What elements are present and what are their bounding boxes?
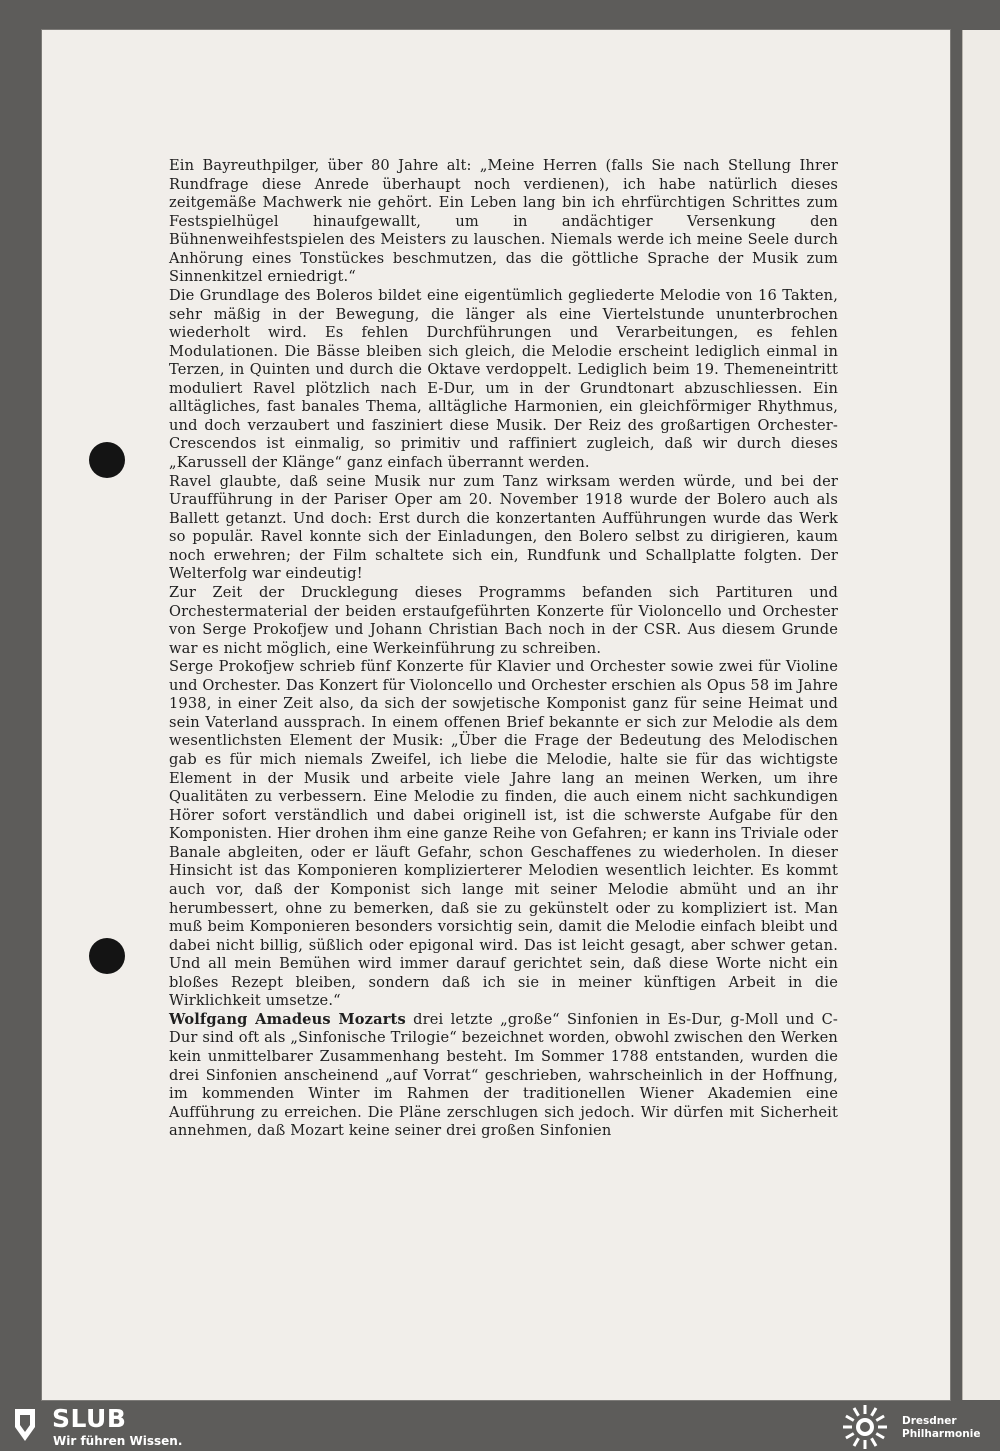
paragraph-drucklegung: Zur Zeit der Drucklegung dieses Programms befanden sich Partituren und Orchestermaterial der beiden erstaufgeführten Konzerte für Violoncello und Orchester von Serge Prokofjew und Johann Christian Bach noch in der CSR. Aus diesem Grunde war es nicht möglich, eine Werkeinführung zu schreiben. xyxy=(169,583,838,657)
slub-logo-icon xyxy=(12,1407,38,1443)
slub-title: SLUB xyxy=(52,1404,127,1433)
partner-name xyxy=(902,1415,980,1441)
paragraph-prokofjew: Serge Prokofjew schrieb fünf Konzerte für Klavier und Orchester sowie zwei für Violine und Orchester. Das Konzert für Violoncello und Orchester erschien als Opus 58 im Jahre 1938, in einer Zeit also, da sich der sowjetische Komponist ganz für seine Heimat und sein Vaterland aussprach. In einem offenen Brief bekannte er sich zur Melodie als dem wesentlichsten Element der Musik: „Über die Frage der Bedeutung des Melodischen gab es für mich niemals Zweifel, ich liebe die Melodie, halte sie für das wichtigste Element in der Musik und arbeite viele Jahre lang an meinen Werken, um ihre Qualitäten zu verbessern. Eine Melodie zu finden, die auch einem nicht sachkundigen Hörer sofort verständlich und dabei originell ist, ist die schwerste Aufgabe für den Komponisten. Hier drohen ihm eine ganze Reihe von Gefahren; er kann ins Triviale oder Banale abgleiten, oder er läuft Gefahr, schon Geschaffenes zu wiederholen. In dieser Hinsicht ist das Komponieren komplizierterer Melodien wesentlich leichter. Es kommt auch vor, daß der Komponist sich lange mit seiner Melodie abmüht und an ihr herumbessert, ohne zu bemerken, daß sie zu gekünstelt oder zu kompliziert ist. Man muß beim Komponieren besonders vorsichtig sein, damit die Melodie einfach bleibt und dabei nicht billig, süßlich oder epigonal wird. Das ist leicht gesagt, aber schwer getan. Und all mein Bemühen wird immer darauf gerichtet sein, daß diese Worte nicht ein bloßes Rezept bleiben, sondern daß ich sie in meiner künftigen Arbeit in die Wirklichkeit umsetze.“ xyxy=(169,658,838,1010)
punch-hole xyxy=(89,938,125,974)
punch-hole xyxy=(89,442,125,478)
paragraph-bolero: Die Grundlage des Boleros bildet eine eigentümlich gegliederte Melodie von 16 Takten, sehr mäßig in der Bewegung, die länger als eine Viertelstunde ununterbrochen wiederholt wird. Es fehlen Durchführungen und Verarbeitungen, es fehlen Modulationen. Die Bässe bleiben sich gleich, die Melodie erscheint lediglich einmal in Terzen, in Quinten und durch die Oktave verdoppelt. Lediglich beim 19. Themeneintritt moduliert Ravel plötzlich nach E-Dur, um in der Grundtonart abzuschliessen. Ein alltägliches, fast banales Thema, alltägliche Harmonien, ein gleichförmiger Rhythmus, und doch verzaubert und fasziniert diese Musik. Der Reiz des großartigen Orchester-Crescendos ist einmalig, so primitiv und raffiniert zugleich, daß wir durch dieses „Karussell der Klänge“ ganz einfach überrannt werden. xyxy=(169,286,838,471)
mozart-name: Wolfgang Amadeus Mozarts xyxy=(169,1010,406,1028)
slub-tagline: Wir führen Wissen. xyxy=(53,1434,183,1448)
paragraph-ravel: Ravel glaubte, daß seine Musik nur zum Tanz wirksam werden würde, und bei der Uraufführung in der Pariser Oper am 20. November 1918 wurde der Bolero auch als Ballett getanzt. Und doch: Erst durch die konzertanten Aufführungen wurde das Werk so populär. Ravel konnte sich der Einladungen, den Bolero selbst zu dirigieren, kaum noch erwehren; der Film schaltete sich ein, Rundfunk und Schallplatte folgten. Der Welterfolg war eindeutig! xyxy=(169,472,838,583)
partner-name-line2: Philharmonie xyxy=(902,1428,981,1440)
adjacent-page-edge xyxy=(962,30,1000,1400)
paragraph-mozart xyxy=(169,1011,838,1141)
partner-name-line1: Dresdner xyxy=(902,1415,957,1427)
paragraph-bayreuth: Ein Bayreuthpilger, über 80 Jahre alt: „Meine Herren (falls Sie nach Stellung Ihrer Rundfrage diese Anrede überhaupt noch verdienen), ich habe natürlich dieses zeitgemäße Machwerk nie gehört. Ein Leben lang bin ich ehrfürchtigen Schrittes zum Festspielhügel hinaufgewallt, um in andächtiger Versenkung den Bühnenweihfestspielen des Meisters zu lauschen. Niemals werde ich meine Seele durch Anhörung eines Tonstückes beschmutzen, das die göttliche Sprache der Musik zum Sinnenkitzel erniedrigt.“ xyxy=(169,157,838,286)
dresdner-philharmonie-logo-icon xyxy=(842,1404,888,1450)
body-text xyxy=(169,157,838,1141)
mozart-text: drei letzte „große“ Sinfonien in Es-Dur, g-Moll und C-Dur sind oft als „Sinfonische Trilogie“ bezeichnet worden, obwohl zwischen den Werken kein unmittelbarer Zusammenhang besteht. Im Sommer 1788 entstanden, wurden die drei Sinfonien anscheinend „auf Vorrat“ geschrieben, wahrscheinlich in der Hoffnung, im kommenden Winter im Rahmen der traditionellen Wiener Akademien eine Aufführung zu erreichen. Die Pläne zerschlugen sich jedoch. Wir dürfen mit Sicherheit annehmen, daß Mozart keine seiner drei großen Sinfonien xyxy=(169,1010,838,1140)
